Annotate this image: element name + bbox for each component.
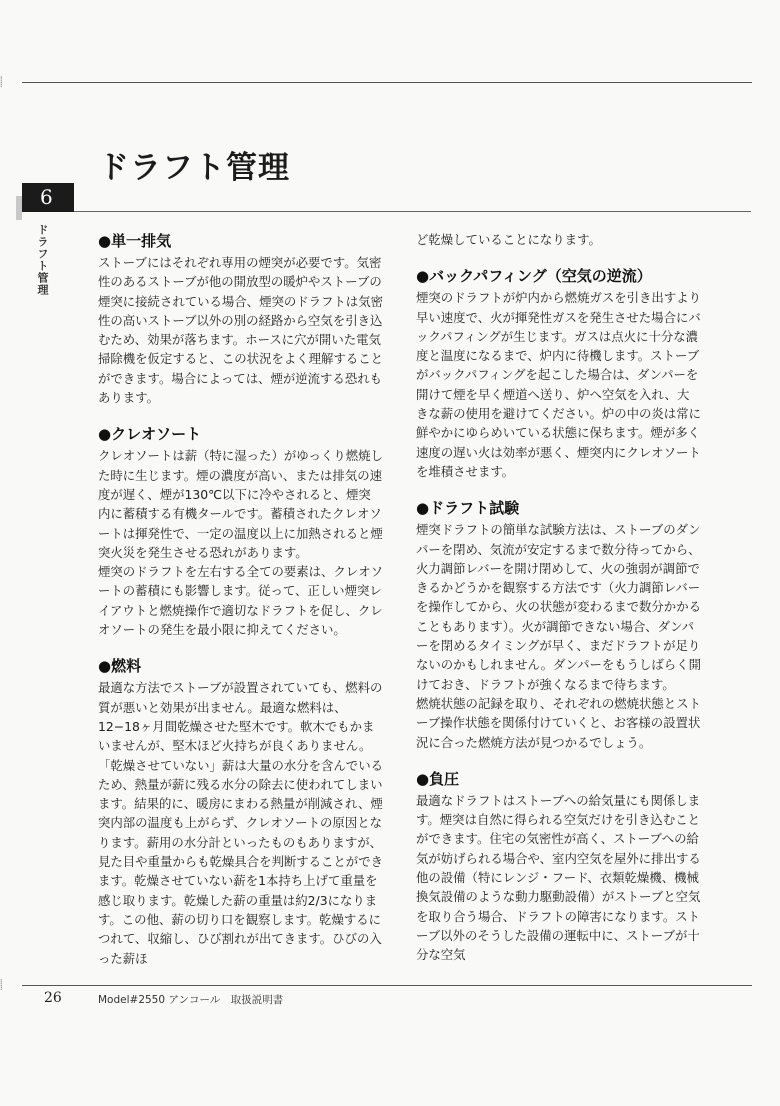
- section-paragraph: ど乾燥していることになります。: [416, 232, 601, 247]
- section-heading: ●クレオソート: [98, 425, 202, 444]
- section-paragraph: ストーブにはそれぞれ専用の煙突が必要です。気密性のあるストーブが他の開放型の暖炉やストーブの煙突に接続されている場合、煙突のドラフトは気密性の高いストーブ以外の別の経路から空気を引き込むため、効果が落ちます。ホースに穴が開いた電気掃除機を仮定すると、この状況をよく理解することができます。場合によっては、煙が逆流する恐れもあります。: [98, 255, 383, 406]
- header-rule: [74, 211, 751, 212]
- left-column: [98, 230, 383, 968]
- section-paragraph: 「乾燥させていない」薪は大量の水分を含んでいるため、熱量が薪に残る水分の除去に使われてしまいます。結果的に、暖房にまわる熱量が削減され、煙突内部の温度も上がらず、クレオソートの原因となります。薪用の水分計といったものもありますが、見た目や重量からも乾燥具合を判断することができます。乾燥させていない薪を1本持ち上げて重量を感じ取ります。乾燥した薪の重量は約2/3になります。この他、薪の切り口を観察します。乾燥するにつれて、収縮し、ひび割れが出てきます。ひびの入った薪ほ: [98, 757, 383, 966]
- right-column: [416, 230, 701, 965]
- section-heading: ●燃料: [98, 657, 142, 676]
- section-paragraph: 煙突ドラフトの簡単な試験方法は、ストーブのダンパーを閉め、気流が安定するまで数分待ってから、火力調節レバーを開け閉めして、火の強弱が調節できるかどうかを観察する方法です（火力調節レバーを操作してから、火の状態が変わるまで数分かかることもあります）。火が調節できない場合、ダンパーを閉めるタイミングが早く、まだドラフトが足りないのかもしれません。ダンパーをもうしばらく開けておき、ドラフトが強くなるまで待ちます。: [416, 522, 701, 692]
- section-creosote: [98, 423, 383, 639]
- binding-mark: ⸽: [0, 980, 3, 991]
- section-paragraph: 煙突のドラフトが炉内から燃焼ガスを引き出すより早い速度で、火が揮発性ガスを発生させた場合にバックパフィングが生じます。ガスは点火に十分な濃度と温度になるまで、炉内に待機します。ストーブがバックパフィングを起こした場合は、ダンパーを開けて煙を早く煙道へ送り、炉へ空気を入れ、大きな薪の使用を避けてください。炉の中の炎は常に鮮やかにゆらめいている状態に保ちます。煙が多く速度の遅い火は効率が悪く、煙突内にクレオソートを堆積させます。: [416, 290, 701, 479]
- section-paragraph: 燃焼状態の記録を取り、それぞれの燃焼状態とストーブ操作状態を関係付けていくと、お客様の設置状況に合った燃焼方法が見つかるでしょう。: [416, 695, 701, 750]
- binding-mark: ⸽: [0, 77, 3, 88]
- section-fuel-continued: [416, 230, 701, 249]
- section-paragraph: クレオソートは薪（特に湿った）がゆっくり燃焼した時に生じます。煙の濃度が高い、または排気の速度が遅く、煙が130℃以下に冷やされると、煙突内に蓄積する有機タールです。蓄積されたクレオソートは揮発性で、一定の温度以上に加熱されると煙突火災を発生させる恐れがあります。: [98, 448, 383, 560]
- page-title: ドラフト管理: [98, 150, 290, 186]
- section-draft-test: [416, 497, 701, 752]
- footer-rule: [22, 985, 752, 986]
- section-heading: ●バックパフィング（空気の逆流）: [416, 267, 652, 286]
- section-paragraph: 最適なドラフトはストーブへの給気量にも関係します。煙突は自然に得られる空気だけを引き込むことができます。住宅の気密性が高く、ストーブへの給気が妨げられる場合や、室内空気を屋外に排出する他の設備（特にレンジ・フード、衣類乾燥機、機械換気設備のような動力駆動設備）がストーブと空気を取り合う場合、ドラフトの障害になります。ストーブ以外のそうした設備の運転中に、ストーブが十分な空気: [416, 792, 701, 963]
- chapter-number-badge: 6: [22, 183, 74, 212]
- section-heading: ●負圧: [416, 769, 460, 788]
- top-rule: [22, 82, 752, 83]
- section-heading: ●単一排気: [98, 232, 172, 250]
- section-heading: ●ドラフト試験: [416, 499, 520, 518]
- section-single-exhaust: [98, 230, 383, 407]
- section-back-puffing: [416, 265, 701, 481]
- section-negative-pressure: [416, 768, 701, 965]
- manual-title: Model#2550 アンコール 取扱説明書: [98, 994, 284, 1006]
- section-paragraph: 煙突のドラフトを左右する全ての要素は、クレオソートの蓄積にも影響します。従って、正しい煙突レイアウトと燃焼操作で適切なドラフトを促し、クレオソートの発生を最小限に抑えてください。: [98, 564, 383, 638]
- section-paragraph: 最適な方法でストーブが設置されていても、燃料の質が悪いと効果が出ません。最適な燃料は、12−18ヶ月間乾燥させた堅木です。軟木でもかまいませんが、堅木ほど火持ちが良くありません。: [98, 680, 383, 754]
- page-number: 26: [44, 990, 62, 1006]
- section-fuel: [98, 655, 383, 967]
- side-chapter-label: ドラフト管理: [36, 224, 49, 296]
